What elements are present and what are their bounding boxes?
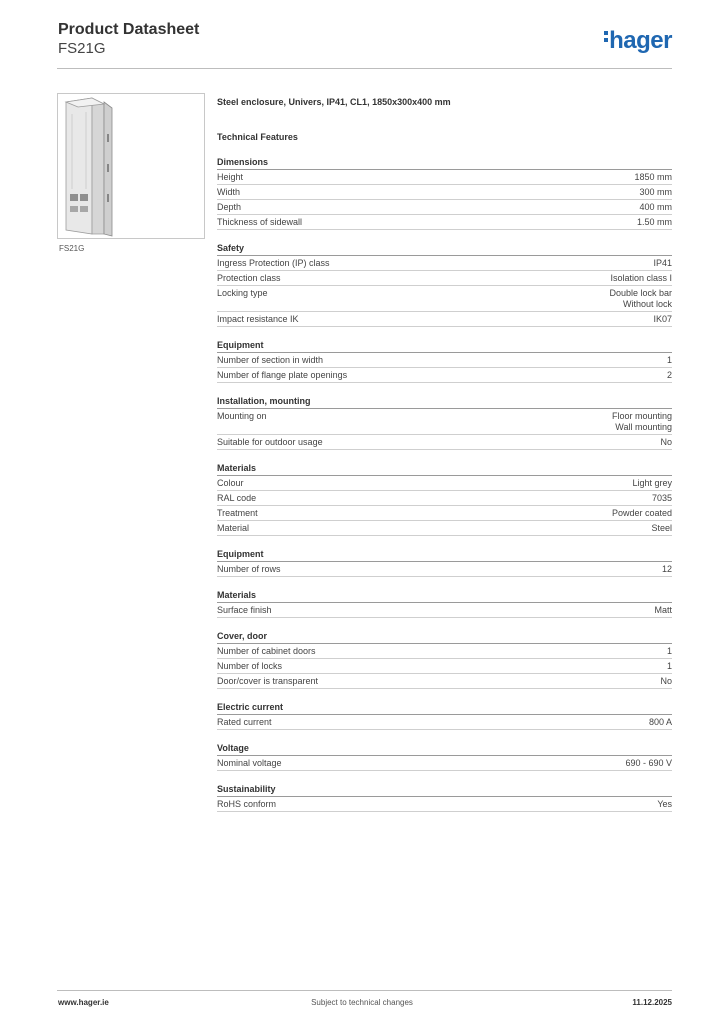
spec-row: [217, 715, 672, 730]
spec-value: 1850 mm: [634, 172, 672, 182]
spec-value: No: [660, 437, 672, 447]
spec-row: [217, 756, 672, 771]
spec-label: Protection class: [217, 273, 281, 283]
spec-row: [217, 200, 672, 215]
logo-dots-icon: [604, 31, 608, 45]
section-title: Sustainability: [217, 771, 672, 797]
spec-value: 12: [661, 564, 672, 574]
spec-value: Double lock bar Without lock: [609, 288, 672, 309]
spec-value: 690 - 690 V: [625, 758, 672, 768]
hager-logo: [604, 27, 672, 55]
page-title: Product Datasheet: [58, 21, 200, 38]
spec-value: 800 A: [648, 717, 672, 727]
spec-row: [217, 659, 672, 674]
spec-value: 1: [666, 646, 672, 656]
spec-row: [217, 491, 672, 506]
spec-section: [217, 383, 672, 450]
spec-value: Floor mounting Wall mounting: [611, 411, 672, 432]
spec-label: Height: [217, 172, 244, 182]
spec-row: [217, 215, 672, 230]
section-title: Safety: [217, 230, 672, 256]
spec-label: Width: [217, 187, 241, 197]
footer-notice: Subject to technical changes: [311, 998, 413, 1007]
spec-row: [217, 286, 672, 312]
spec-label: Surface finish: [217, 605, 272, 615]
spec-section: [217, 450, 672, 536]
spec-value: 1: [666, 661, 672, 671]
spec-content: [217, 95, 672, 812]
spec-value: No: [660, 676, 672, 686]
spec-row: [217, 603, 672, 618]
enclosure-illustration: [58, 94, 204, 238]
spec-value: Light grey: [632, 478, 672, 488]
spec-label: Locking type: [217, 288, 268, 298]
spec-row: [217, 368, 672, 383]
section-title: Installation, mounting: [217, 383, 672, 409]
product-code: FS21G: [58, 40, 106, 57]
spec-section: [217, 618, 672, 689]
spec-value: 300 mm: [639, 187, 672, 197]
spec-section: [217, 144, 672, 230]
footer-website[interactable]: www.hager.ie: [58, 998, 109, 1007]
spec-label: RoHS conform: [217, 799, 277, 809]
spec-value: 2: [666, 370, 672, 380]
section-title: Dimensions: [217, 144, 672, 170]
spec-label: RAL code: [217, 493, 257, 503]
spec-sections: [217, 144, 672, 812]
logo-text: hager: [609, 27, 672, 54]
section-title: Equipment: [217, 327, 672, 353]
spec-label: Treatment: [217, 508, 258, 518]
spec-label: Impact resistance IK: [217, 314, 299, 324]
spec-row: [217, 271, 672, 286]
section-title: Voltage: [217, 730, 672, 756]
section-title: Materials: [217, 450, 672, 476]
header-divider: [57, 68, 672, 69]
spec-label: Depth: [217, 202, 242, 212]
spec-section: [217, 730, 672, 771]
section-title: Electric current: [217, 689, 672, 715]
spec-label: Colour: [217, 478, 244, 488]
spec-row: [217, 506, 672, 521]
spec-section: [217, 327, 672, 383]
spec-label: Number of cabinet doors: [217, 646, 316, 656]
spec-section: [217, 230, 672, 327]
spec-label: Rated current: [217, 717, 272, 727]
spec-label: Number of flange plate openings: [217, 370, 348, 380]
spec-section: [217, 536, 672, 577]
spec-value: Isolation class I: [610, 273, 672, 283]
spec-label: Number of section in width: [217, 355, 324, 365]
spec-label: Material: [217, 523, 250, 533]
spec-section: [217, 771, 672, 812]
product-image: [57, 93, 205, 239]
spec-section: [217, 689, 672, 730]
spec-value: Matt: [654, 605, 672, 615]
spec-label: Nominal voltage: [217, 758, 282, 768]
spec-value: 1: [666, 355, 672, 365]
product-description: Steel enclosure, Univers, IP41, CL1, 1850x300x400 mm: [217, 97, 451, 107]
spec-row: [217, 312, 672, 327]
spec-label: Thickness of sidewall: [217, 217, 303, 227]
spec-row: [217, 353, 672, 368]
spec-row: [217, 797, 672, 812]
spec-value: Powder coated: [611, 508, 672, 518]
spec-section: [217, 577, 672, 618]
spec-value: 400 mm: [639, 202, 672, 212]
image-caption: FS21G: [59, 244, 85, 253]
spec-value: Steel: [651, 523, 672, 533]
spec-row: [217, 562, 672, 577]
spec-value: IP41: [653, 258, 672, 268]
spec-value: 1.50 mm: [636, 217, 672, 227]
spec-value: IK07: [653, 314, 672, 324]
spec-value: 7035: [651, 493, 672, 503]
spec-label: Door/cover is transparent: [217, 676, 319, 686]
spec-row: [217, 435, 672, 450]
section-title: Materials: [217, 577, 672, 603]
spec-row: [217, 409, 672, 435]
spec-label: Ingress Protection (IP) class: [217, 258, 330, 268]
spec-row: [217, 521, 672, 536]
spec-row: [217, 185, 672, 200]
features-heading: Technical Features: [217, 132, 298, 142]
footer-divider: [57, 990, 672, 991]
footer-date: 11.12.2025: [632, 998, 672, 1007]
spec-row: [217, 256, 672, 271]
section-title: Equipment: [217, 536, 672, 562]
spec-label: Suitable for outdoor usage: [217, 437, 323, 447]
spec-row: [217, 674, 672, 689]
spec-row: [217, 476, 672, 491]
spec-value: Yes: [657, 799, 672, 809]
spec-label: Mounting on: [217, 411, 267, 421]
section-title: Cover, door: [217, 618, 672, 644]
spec-row: [217, 170, 672, 185]
spec-label: Number of locks: [217, 661, 283, 671]
spec-label: Number of rows: [217, 564, 281, 574]
spec-row: [217, 644, 672, 659]
